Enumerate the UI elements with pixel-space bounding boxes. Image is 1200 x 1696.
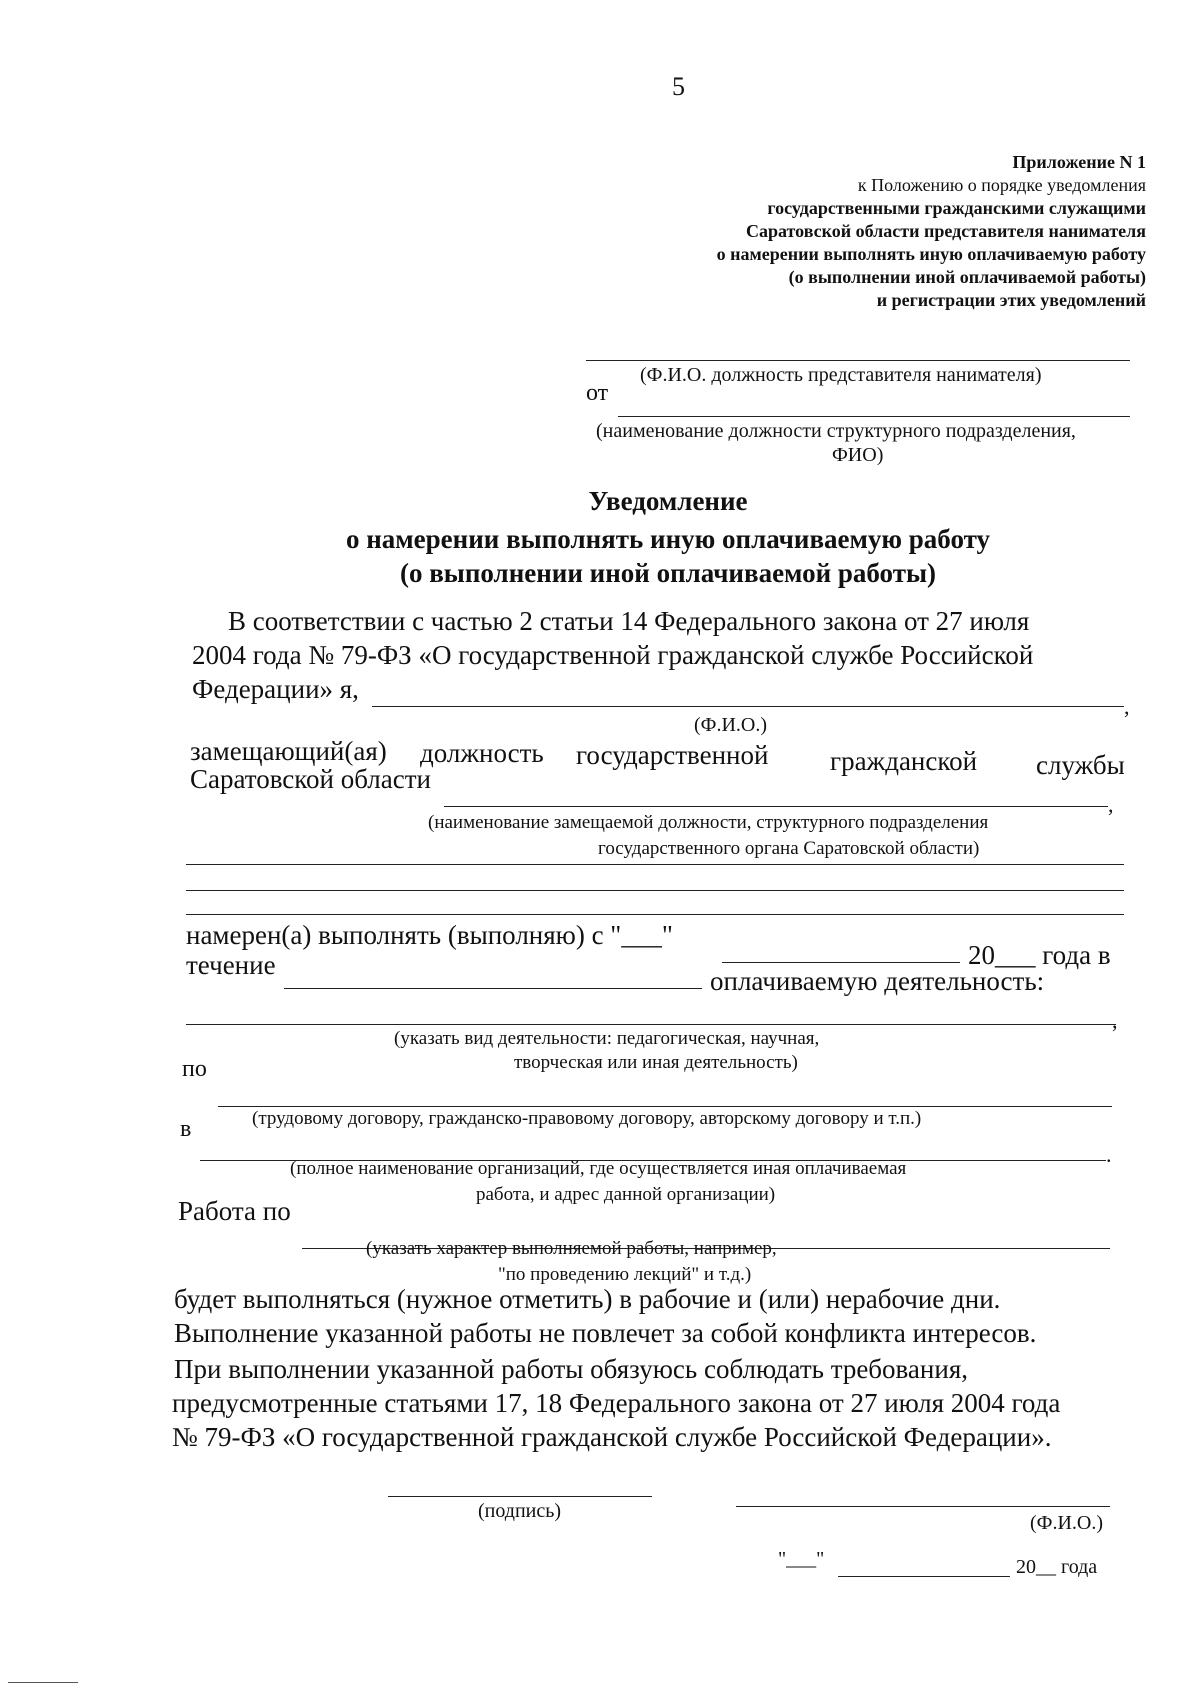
- signature-date-month-line: [838, 1576, 1010, 1577]
- para3-line1a: намерен(а) выполнять (выполняю) с "___": [186, 920, 673, 950]
- date-month-line: [722, 962, 960, 963]
- appendix-line-1: Приложение N 1: [1012, 152, 1146, 172]
- para1-line3: Федерации» я,: [192, 674, 359, 704]
- document-subtitle-1: о намерении выполнять иную оплачиваемую работу: [345, 524, 991, 554]
- fio-comma: ,: [1124, 694, 1130, 719]
- position-extra-line-3: [186, 914, 1124, 915]
- para1-line1: В соответствии с частью 2 статьи 14 Федерального закона от 27 июля: [228, 606, 1030, 636]
- activity-line: [186, 1024, 1116, 1025]
- para2-word-3: государственной: [576, 740, 769, 770]
- position-extra-line-1: [186, 864, 1124, 865]
- para2-word-1: замещающий(ая): [190, 736, 387, 766]
- para2-line2: Саратовской области: [190, 764, 431, 794]
- appendix-line-5: о намерении выполнять иную оплачиваемую работу: [716, 244, 1146, 264]
- caption-from-2: ФИО): [832, 444, 884, 466]
- caption-fio: (Ф.И.О.): [694, 714, 768, 736]
- fio-line: [372, 706, 1124, 707]
- caption-org-2: работа, и адрес данной организации): [476, 1184, 776, 1205]
- signature-fio-line: [736, 1506, 1110, 1507]
- signature-line: [388, 1496, 652, 1497]
- caption-position-1: (наименование замещаемой должности, структурного подразделения: [428, 812, 989, 833]
- caption-signature: (подпись): [478, 1500, 562, 1522]
- document-subtitle-2: (о выполнении иной оплачиваемой работы): [399, 558, 937, 588]
- para4-line5: № 79-ФЗ «О государственной гражданской службе Российской Федерации».: [172, 1422, 1052, 1452]
- para2-word-5: службы: [1036, 750, 1125, 780]
- caption-from-1: (наименование должности структурного подразделения,: [596, 420, 1076, 442]
- caption-work-1: (указать характер выполняемой работы, например,: [366, 1238, 777, 1259]
- signature-date-open: "___": [778, 1548, 825, 1570]
- v-label: в: [180, 1116, 192, 1142]
- caption-addressee: (Ф.И.О. должность представителя нанимателя): [640, 364, 1042, 386]
- from-line: [618, 416, 1130, 417]
- position-line: [444, 806, 1108, 807]
- caption-signature-fio: (Ф.И.О.): [1030, 1512, 1104, 1534]
- para4-line1: будет выполняться (нужное отметить) в рабочие и (или) нерабочие дни.: [174, 1284, 1001, 1314]
- page-number: 5: [672, 72, 685, 101]
- work-label: Работа по: [178, 1196, 291, 1226]
- organization-period: .: [1106, 1142, 1112, 1167]
- caption-work-2: "по проведению лекций" и т.д.): [498, 1264, 752, 1285]
- para4-line4: предусмотренные статьями 17, 18 Федерального закона от 27 июля 2004 года: [172, 1388, 1061, 1418]
- activity-comma: ,: [1112, 1008, 1118, 1033]
- caption-activity-1: (указать вид деятельности: педагогическая, научная,: [394, 1028, 820, 1049]
- scan-mark: [8, 1682, 78, 1683]
- from-label: от: [586, 380, 609, 406]
- para4-line3: При выполнении указанной работы обязуюсь соблюдать требования,: [174, 1354, 968, 1384]
- para3-line2b: оплачиваемую деятельность:: [710, 966, 1045, 996]
- para2-word-4: гражданской: [830, 746, 978, 776]
- appendix-line-2: к Положению о порядке уведомления: [857, 175, 1146, 195]
- addressee-line: [586, 360, 1130, 361]
- para1-line2: 2004 года № 79-ФЗ «О государственной гражданской службе Российской: [192, 640, 1034, 670]
- appendix-line-6: (о выполнении иной оплачиваемой работы): [788, 267, 1146, 287]
- appendix-line-3: государственными гражданскими служащими: [767, 198, 1146, 218]
- po-label: по: [182, 1056, 207, 1082]
- document-title: Уведомление: [588, 486, 748, 516]
- para3-line2a: течение: [186, 950, 276, 980]
- position-comma: ,: [1108, 792, 1114, 817]
- para3-line1b: 20___ года в: [968, 940, 1111, 970]
- caption-contract: (трудовому договору, гражданско-правовому договору, авторскому договору и т.п.): [252, 1108, 922, 1129]
- period-line: [284, 988, 702, 989]
- signature-date-year: 20__ года: [1016, 1556, 1098, 1578]
- appendix-line-4: Саратовской области представителя нанимателя: [746, 221, 1146, 241]
- caption-activity-2: творческая или иная деятельность): [514, 1052, 798, 1073]
- position-extra-line-2: [186, 890, 1124, 891]
- para4-line2: Выполнение указанной работы не повлечет за собой конфликта интересов.: [174, 1318, 1037, 1348]
- appendix-line-7: и регистрации этих уведомлений: [876, 290, 1146, 310]
- contract-line: [218, 1106, 1112, 1107]
- caption-org-1: (полное наименование организаций, где осуществляется иная оплачиваемая: [290, 1158, 907, 1179]
- caption-position-2: государственного органа Саратовской области): [598, 838, 980, 859]
- para2-word-2: должность: [420, 738, 544, 768]
